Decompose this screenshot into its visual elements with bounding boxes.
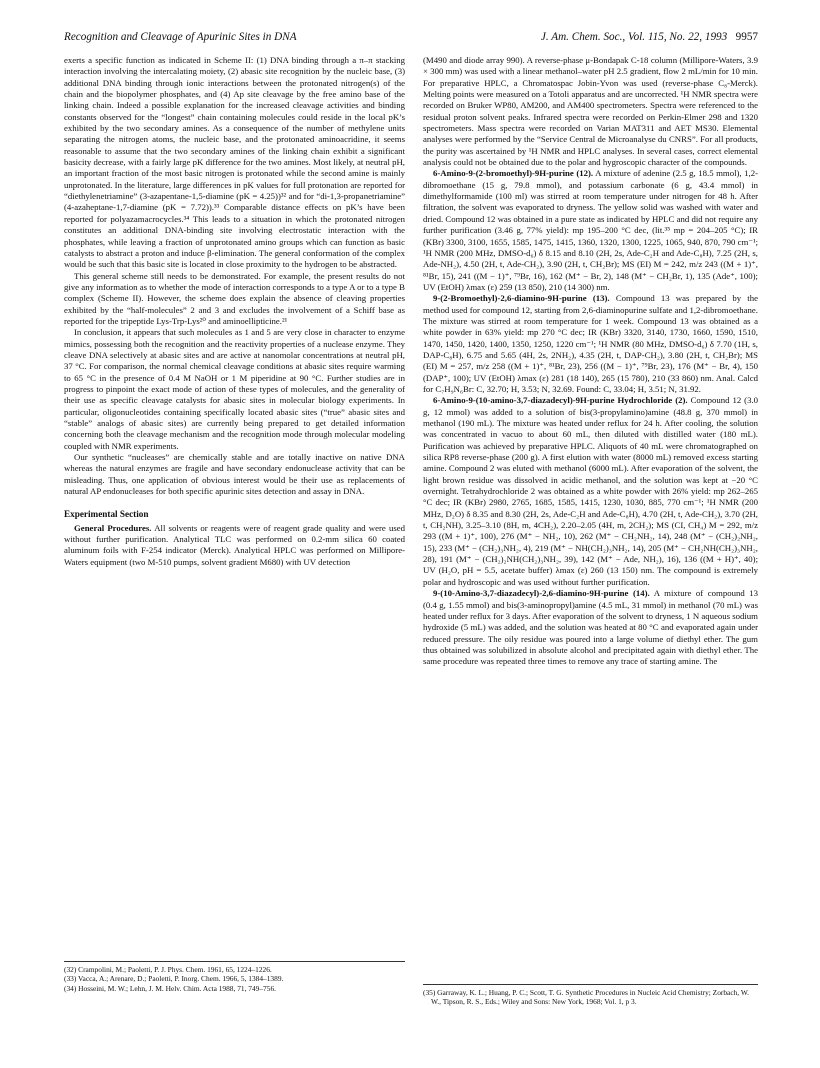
footnotes-right [423, 984, 758, 1007]
body-paragraph: exerts a specific function as indicated in Scheme II: (1) DNA binding through a π–π stacking interaction involving the intercalating moiety, (2) abasic site recognition by the nucleic base, (3) additional DNA binding through ionic interactions between the protonated nitrogen(s) of the chain and the biopolymer phosphates, and (4) Ap site cleavage by the free amino base of the linking chain. Indeed a possible explanation for the increased cleavage activities and binding constants observed for the “longest” chain containing molecules could reside in the local pK’s exhibited by the two secondary amines. As a consequence of the number of methylene units separating the nitrogen atoms, the nucleic base, and the protonated aminoacridine, it seems reasonable to assume that the two secondary amines of the linking chain exhibit a significant basicity decrease, with a fairly large pK difference for the two amines. Most likely, at neutral pH, an important fraction of the most basic nitrogen is protonated while the second amine is mainly unprotonated. In the literature, large differences in pK values for full protonation are reported for “diethylenetriamine” (3-azapentane-1,5-diamine (pK = 4.25))³² and for “di-1,3-propanetriamine” (4-azaheptane-1,7-diamine (pK = 7.72)).³³ Comparable distance effects on pK’s have been reported for polyazamacrocycles.³⁴ This leads to a situation in which the protonated nitrogen constitutes an additional DNA-binding site involving electrostatic interaction with the phosphates, while leaving a fraction of unprotonated amino groups which can function as basic catalysts to abstract a proton and induce β-elimination. The general conformation of the complex would be such that this basic site is located in close proximity to the hydrogen to be abstracted. [64, 55, 405, 270]
compound-title: 6-Amino-9-(2-bromoethyl)-9H-purine (12). [433, 168, 594, 179]
journal-line: J. Am. Chem. Soc., Vol. 115, No. 22, 1993 [540, 31, 728, 43]
experimental-paragraph [64, 523, 405, 568]
compound-text: A mixture of adenine (2.5 g, 18.5 mmol), 1,2-dibromoethane (15 g, 79.8 mmol), and potassium carbonate (6 g, 43.4 mmol) in dimethylformamide (100 ml) was stirred at room temperature under nitrogen for 48 h. After filtration, the solvent was evaporated to dryness. The yellow solid was washed with water and dried. Compound 12 was obtained in a pure state as indicated by HPLC and did not require any further purification (3.46 g, 77% yield): mp 195–200 °C dec, (lit.³⁵ mp = 204–205 °C); IR (KBr) 3300, 3100, 1655, 1585, 1475, 1415, 1360, 1320, 1300, 1225, 1065, 940, 870, 790 cm⁻¹; ¹H NMR (200 MHz, DMSO-d₆) δ 8.15 and 8.10 (2H, 2s, Ade-C₂H and Ade-C₈H), 7.25 (2H, s, Ade-NH₂), 4.50 (2H, t, Ade-CH₂), 3.90 (2H, t, CH₂Br); MS (EI) M = 242, m/z 243 ((M + 1)⁺, ⁸¹Br, 15), 241 ((M − 1)⁺, ⁷⁹Br, 16), 162 (M⁺ − Br, 2), 148 (M⁺ − CH₂Br, 1), 135 (Ade⁺, 100); UV (EtOH) λmax (ε) 259 (13 850), 210 (14 300) nm. [423, 168, 758, 292]
footnote: (32) Crampolini, M.; Paoletti, P. J. Phys. Chem. 1961, 65, 1224–1226. [64, 965, 272, 974]
running-header [64, 31, 758, 47]
compound-title: 9-(10-Amino-3,7-diazadecyl)-2,6-diamino-9H-purine (14). [433, 588, 650, 599]
compound-title: 6-Amino-9-(10-amino-3,7-diazadecyl)-9H-purine Hydrochloride (2). [433, 395, 688, 406]
footnotes-left [64, 961, 405, 993]
body-paragraph: Our synthetic “nucleases” are chemically stable and are totally inactive on native DNA whereas the natural enzymes are fragile and have secondary endonuclease activity that can be misleading. Thus, one application of obvious interest would be their use as replacements of natural AP endonucleases for both specific apurinic sites detection and assay in DNA. [64, 452, 405, 497]
compound-text: Compound 13 was prepared by the method used for compound 12, starting from 2,6-diaminopurine sulfate and 1,2-dibromoethane. The mixture was stirred at room temperature for 1 week. Compound 13 was obtained as a white powder in 63% yield: mp 270 °C dec; IR (KBr) 3320, 3140, 1730, 1660, 1590, 1510, 1470, 1450, 1420, 1400, 1350, 1250, 1220 cm⁻¹; ¹H NMR (80 MHz, DMSO-d₆) δ 7.70 (1H, s, DAP-C₈H), 6.75 and 5.65 (4H, 2s, 2NH₂), 4.35 (2H, t, DAP-CH₂), 3.80 (2H, t, CH₂Br); MS (EI) M = 257, m/z 258 ((M + 1)⁺, ⁸¹Br, 23), 256 ((M − 1)⁺, ⁷⁹Br, 23), 176 (M⁺ − Br, 4), 150 (DAP⁺, 100); UV (EtOH) λmax (ε) 281 (18 140), 265 (15 780), 210 (33 860) nm. Anal. Calcd for C₇H₉N₆Br: C, 32.70; H, 3.53; N, 32.69. Found: C, 33.04; H, 3.51; N, 31.92. [423, 293, 758, 394]
right-column [423, 55, 758, 668]
paragraph-title: General Procedures. [74, 522, 152, 533]
footnote-rule [423, 984, 758, 985]
footnote: (35) Garraway, K. L.; Huang, P. C.; Scott, T. G. Synthetic Procedures in Nucleic Acid Chemistry; Zorbach, W. W., Tipson, R. S., Eds.; Wiley and Sons: New York, 1968; Vol. 1, p 3. [423, 988, 750, 1007]
footnote: (33) Vacca, A.; Arenare, D.; Paoletti, P. Inorg. Chem. 1966, 5, 1384–1389. [64, 974, 284, 984]
body-paragraph: (M490 and diode array 990). A reverse-phase μ-Bondapak C-18 column (Millipore-Waters, 3.9 × 300 mm) was used with a linear methanol–water pH 2.5 gradient, flow 2 mL/min for 10 min. For preparative HPLC, a Chromatospac Jobin-Yvon was used (reverse-phase C₈-Merck). Melting points were measured on a Totoli apparatus and are uncorrected. ¹H NMR spectra were recorded on Bruker WP80, AM200, and AM400 spectrometers. Spectra were referenced to the residual proton solvent peaks. Infrared spectra were recorded on Perkin-Elmer 298 and 1320 spectrometers. Mass spectra were recorded on Varian MAT311 and AET MS30. Elemental analyses were performed by the “Service Central de Microanalyse du CNRS”. For all products, the purity was ascertained by ¹H NMR and HPLC analyses. In several cases, correct elemental analysis could not be obtained due to the polar and hygroscopic character of the compounds. [423, 55, 758, 168]
paragraph-text: All solvents or reagents were of reagent grade quality and were used without further purification. Analytical TLC was performed on 0.2-mm silica 60 coated aluminum foils with F-254 indicator (Merck). Analytical HPLC was performed on Millipore-Waters equipment (two M-510 pumps, solvent gradient M680) with UV detection [64, 522, 405, 567]
footnote-rule [64, 961, 405, 962]
body-paragraph: In conclusion, it appears that such molecules as 1 and 5 are very close in character to enzyme mimics, possessing both the recognition and the reactivity properties of a nuclease enzyme. They cleave DNA selectively at abasic sites and are active at nanomolar concentrations at neutral pH, 37 °C. For comparison, the normal chemical cleavage conditions at abasic sites require warming to 65 °C in the presence of 0.4 M NaOH or 1 M piperidine at 90 °C. Further studies are in progress to pinpoint the exact mode of action of these types of molecules, and the generality of their use as specific cleavage catalysts for abasic sites in molecular biology experiments. In particular, oligonucleotides containing specifically located abasic sites (“true” abasic sites and “stable” analogs of abasic sites) are currently being prepared to get detailed information concerning both the cleavage mechanism and the recognition mode through molecular modeling coupled with NMR experiments. [64, 327, 405, 451]
section-heading: Experimental Section [64, 509, 149, 520]
compound-text: A mixture of compound 13 (0.4 g, 1.55 mmol) and bis(3-aminopropyl)amine (4.5 mL, 31 mmol) in methanol (70 mL) was heated under reflux for 3 days. After evaporation of the solvent to dryness, 1 N aqueous sodium hydroxide (5 mL) was added, and the solution was heated at 80 °C and evaporated again under reduced pressure. The oily residue was poured into a large volume of diethyl ether. The gum thus obtained was solubilized in absolute alcohol and precipitated again with diethyl ether. The same procedure was repeated three times to remove any trace of starting amine. The [423, 588, 758, 667]
page-number: 9957 [735, 31, 758, 43]
compound-paragraph [423, 395, 758, 588]
compound-paragraph [423, 168, 758, 293]
compound-title: 9-(2-Bromoethyl)-2,6-diamino-9H-purine (13). [433, 293, 610, 304]
body-paragraph: This general scheme still needs to be demonstrated. For example, the present results do not give any information as to whether the mode of interaction corresponds to a type A or to a type B complex (Scheme II). However, the scheme does explain the absence of cleaving properties exhibited by the “half-molecules” 2 and 3 and excludes the involvement of a Schiff base as reported for the tripeptide Lys-Trp-Lys²⁰ and aminoellipticine.²¹ [64, 270, 405, 326]
footnote: (34) Hosseini, M. W.; Lehn, J. M. Helv. Chim. Acta 1988, 71, 749–756. [64, 983, 276, 993]
compound-paragraph [423, 588, 758, 667]
compound-paragraph [423, 293, 758, 395]
compound-text: Compound 12 (3.0 g, 12 mmol) was added to a solution of bis(3-propylamino)amine (48.8 g, 370 mmol) in methanol (190 mL). The mixture was heated under reflux for 24 h. After cooling, the solution was concentrated in vacuo to about 60 mL, then diluted with distilled water (180 mL). Purification was achieved by preparative HPLC. Aliquots of 40 mL were chromatographed on silica RP8 reverse-phase (200 g). A first elution with water (8000 mL) removed excess starting amine. Compound 2 was eluted with methanol (6000 mL). After evaporation of the solvent, the light brown residue was dissolved in acidic methanol, and the solution was kept at −20 °C overnight. Tetrahydrochloride 2 was obtained as a white powder with 26% yield: mp 262–265 °C dec; IR (KBr) 2980, 2765, 1685, 1585, 1415, 1230, 1030, 885, 770 cm⁻¹; ¹H NMR (200 MHz, D₂O) δ 8.35 and 8.30 (2H, 2s, Ade-C₂H and Ade-C₈H), 4.70 (2H, t, Ade-CH₂), 3.70 (2H, t, CH₂NH), 3.25–3.10 (8H, m, 4CH₂), 2.20–2.05 (4H, m, 2CH₂); MS (CI, CH₄) M = 292, m/z 293 ((M + 1)⁺, 100), 276 (M⁺ − NH₂, 10), 262 (M⁺ − CH₂NH₂, 14), 248 (M⁺ − (CH₂)₂NH₂, 15), 233 (M⁺ − (CH₂)₃NH₂, 4), 219 (M⁺ − NH(CH₂)₃NH₂, 14), 205 (M⁺ − CH₂NH(CH₂)₃NH₂, 28), 191 (M⁺ − (CH₂)₂NH(CH₂)₃NH₂, 39), 142 (M⁺ − Ade, NH₂), 16), 136 ((M + H)⁺, 40); UV (H₂O, pH = 5.5, acetate buffer) λmax (ε) 260 (13 150) nm. The compound is extremely polar and hydroscopic and was used without further purification. [423, 395, 759, 587]
journal-citation-line [541, 31, 758, 43]
running-title: Recognition and Cleavage of Apurinic Sites in DNA [64, 31, 297, 43]
left-column [64, 55, 405, 568]
